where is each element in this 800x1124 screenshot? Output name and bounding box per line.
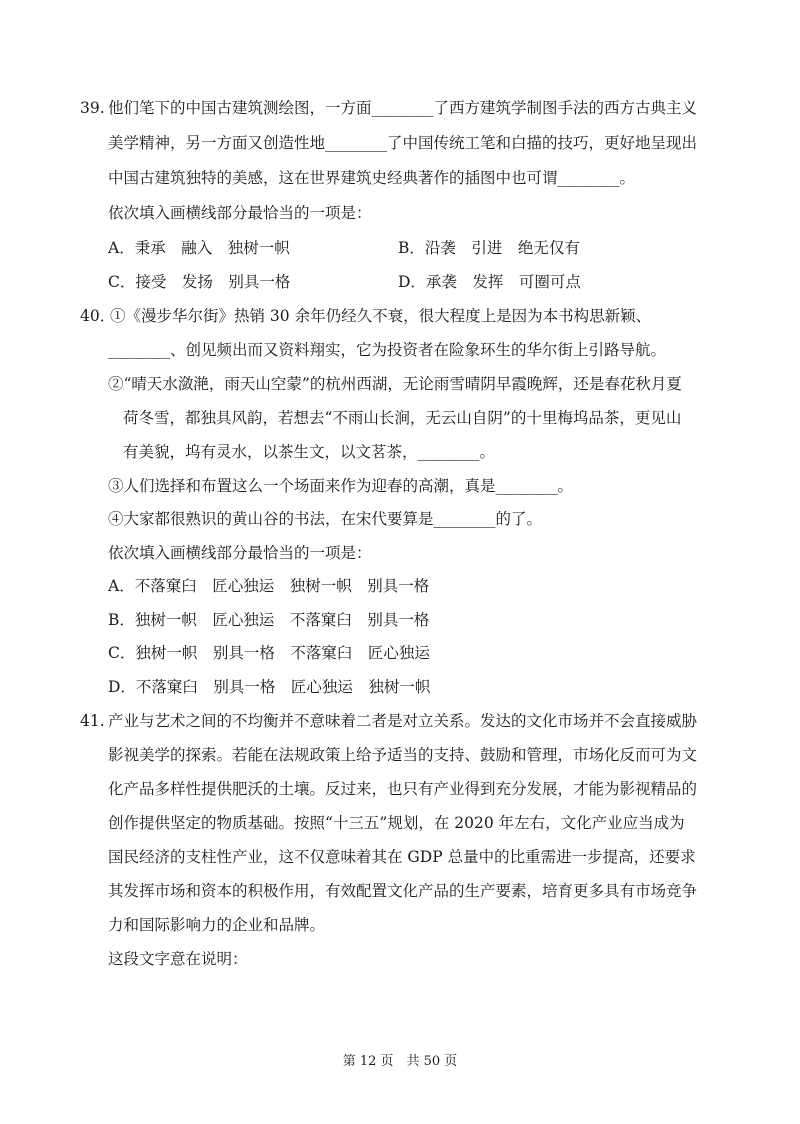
q41-text-line-6: 其发挥市场和资本的积极作用，有效配置文化产品的生产要素，培育更多具有市场竞争 — [108, 882, 698, 900]
q40-option-c: C．独树一帜 别具一格 不落窠臼 匠心独运 — [108, 644, 430, 662]
q39-options-row-2 — [108, 272, 581, 292]
q41-text-line-1: 产业与艺术之间的不均衡并不意味着二者是对立关系。发达的文化市场并不会直接威胁 — [108, 712, 698, 730]
q40-s2-line-3: 有美貌，坞有灵水，以茶生文，以文茗茶，________。 — [123, 443, 496, 461]
q39-option-a: A．秉承 融入 独树一帜 — [108, 239, 290, 257]
q39-prompt: 依次填入画横线部分最恰当的一项是： — [108, 204, 372, 222]
q40-prompt: 依次填入画横线部分最恰当的一项是： — [108, 544, 372, 562]
q39-text-line-3: 中国古建筑独特的美感，这在世界建筑史经典著作的插图中也可谓________。 — [108, 169, 636, 187]
q40-s4: ④大家都很熟识的黄山谷的书法，在宋代要算是________的了。 — [108, 510, 543, 528]
q41-text-line-3: 化产品多样性提供肥沃的土壤。反过来，也只有产业得到充分发展，才能为影视精品的 — [108, 780, 698, 798]
q40-s2-line-1: ②“晴天水潋滟，雨天山空蒙”的杭州西湖，无论雨雪晴阴早霞晚辉，还是春花秋月夏 — [108, 375, 682, 393]
q40-option-b: B．独树一帜 匠心独运 不落窠臼 别具一格 — [108, 611, 430, 629]
q41-text-line-4: 创作提供坚定的物质基础。按照“十三五”规划，在 2020 年左右，文化产业应当成为 — [108, 814, 685, 832]
q39-text-line-1: 他们笔下的中国古建筑测绘图，一方面________了西方建筑学制图手法的西方古典主义 — [108, 99, 698, 117]
q40-s1-line-2: ________、创见频出而又资料翔实，它为投资者在险象环生的华尔街上引路导航。 — [108, 341, 667, 359]
q40-s2-line-2: 荷冬雪，都独具风韵，若想去“不雨山长涧，无云山自阴”的十里梅坞品茶，更见山 — [123, 409, 682, 427]
q40-s3: ③人们选择和布置这么一个场面来作为迎春的高潮，真是________。 — [108, 477, 574, 495]
q39-option-d: D．承袭 发挥 可圈可点 — [398, 273, 581, 291]
page-footer: 第 12 页 共 50 页 — [342, 1054, 458, 1069]
q40-number: 40． — [80, 307, 116, 325]
q41-prompt: 这段文字意在说明： — [108, 950, 248, 968]
q41-text-line-5: 国民经济的支柱性产业，这不仅意味着其在 GDP 总量中的比重需进一步提高，还要求 — [108, 848, 696, 866]
q39-text-line-2: 美学精神，另一方面又创造性地________了中国传统工笔和白描的技巧，更好地呈现出 — [108, 134, 698, 152]
q39-options-row-1 — [108, 238, 580, 258]
q41-text-line-7: 力和国际影响力的企业和品牌。 — [108, 916, 326, 934]
q41-number: 41. — [80, 712, 105, 730]
q40-option-a: A．不落窠臼 匠心独运 独树一帜 别具一格 — [108, 577, 430, 595]
q41-text-line-2: 影视美学的探索。若能在法规政策上给予适当的支持、鼓励和管理，市场化反而可为文 — [108, 746, 698, 764]
q39-option-b: B．沿袭 引进 绝无仅有 — [398, 239, 580, 257]
q39-option-c: C．接受 发扬 别具一格 — [108, 273, 291, 291]
q40-option-d: D．不落窠臼 别具一格 匠心独运 独树一帜 — [108, 678, 431, 696]
q39-number: 39. — [80, 99, 105, 117]
q40-s1-line-1: ①《漫步华尔街》热销 30 余年仍经久不衰，很大程度上是因为本书构思新颖、 — [110, 307, 652, 325]
